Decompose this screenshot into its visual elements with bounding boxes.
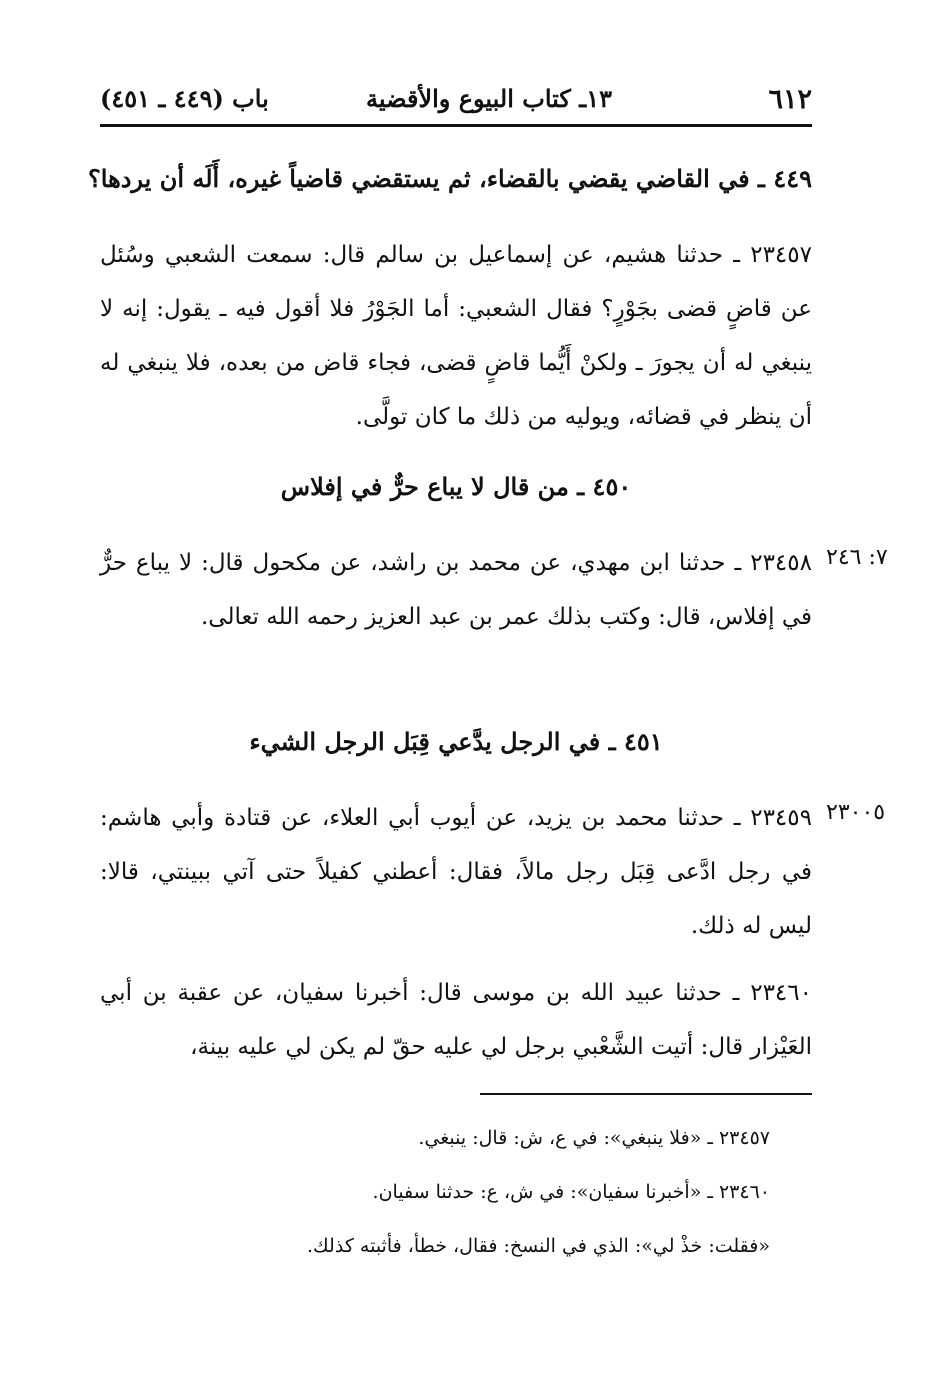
section-heading-451: ٤٥١ ـ في الرجل يدَّعي قِبَل الرجل الشيء bbox=[249, 727, 663, 756]
footnote: ٢٣٤٥٧ ـ «فلا ينبغي»: في ع، ش: قال: ينبغي. bbox=[418, 1127, 770, 1149]
page-header bbox=[100, 78, 812, 122]
footnote: ٢٣٤٦٠ ـ «أخبرنا سفيان»: في ش، ع: حدثنا سفيان. bbox=[372, 1181, 770, 1203]
footnote: «فقلت: خذْ لي»: الذي في النسخ: فقال، خطأ، فأثبته كذلك. bbox=[307, 1235, 770, 1257]
header-divider bbox=[100, 124, 812, 127]
page-number: ٦١٢ bbox=[768, 84, 812, 115]
hadith-23457: ٢٣٤٥٧ ـ حدثنا هشيم، عن إسماعيل بن سالم قال: سمعت الشعبي وسُئل عن قاضٍ قضى بجَوْرٍ؟ فقال الشعبي: أما الجَوْرُ فلا أقول فيه ـ يقول: إنه لا ينبغي له أن يجورَ ـ ولكنْ أَيُّما قاضٍ قضى، فجاء قاض من بعده، فلا ينبغي له أن ينظر في قضائه، ويوليه من ذلك ما كان تولَّى. bbox=[100, 242, 812, 430]
book-title: ١٣ـ كتاب البيوع والأقضية bbox=[366, 84, 612, 113]
chapter-range: باب (٤٤٩ ـ ٤٥١) bbox=[100, 84, 269, 113]
footnote-divider bbox=[480, 1093, 812, 1095]
section-heading-449: ٤٤٩ ـ في القاضي يقضي بالقضاء، ثم يستقضي قاضياً غيره، أَلَه أن يردها؟ bbox=[88, 164, 812, 193]
margin-reference: ٧: ٢٤٦ bbox=[826, 545, 888, 570]
hadith-23460: ٢٣٤٦٠ ـ حدثنا عبيد الله بن موسى قال: أخبرنا سفيان، عن عقبة بن أبي العَيْزار قال: أتيت الشَّعْبي برجل لي عليه حقّ لم يكن لي عليه بينة، bbox=[100, 980, 812, 1060]
margin-reference: ٢٣٠٠٥ bbox=[826, 800, 886, 825]
hadith-23458: ٢٣٤٥٨ ـ حدثنا ابن مهدي، عن محمد بن راشد، عن مكحول قال: لا يباع حرٌّ في إفلاس، قال: وكتب بذلك عمر بن عبد العزيز رحمه الله تعالى. bbox=[100, 550, 812, 630]
hadith-23459: ٢٣٤٥٩ ـ حدثنا محمد بن يزيد، عن أيوب أبي العلاء، عن قتادة وأبي هاشم: في رجل ادَّعى قِبَل رجل مالاً، فقال: أعطني كفيلاً حتى آتي ببينتي، قالا: ليس له ذلك. bbox=[100, 805, 812, 939]
section-heading-450: ٤٥٠ ـ من قال لا يباع حرٌّ في إفلاس bbox=[280, 472, 632, 501]
